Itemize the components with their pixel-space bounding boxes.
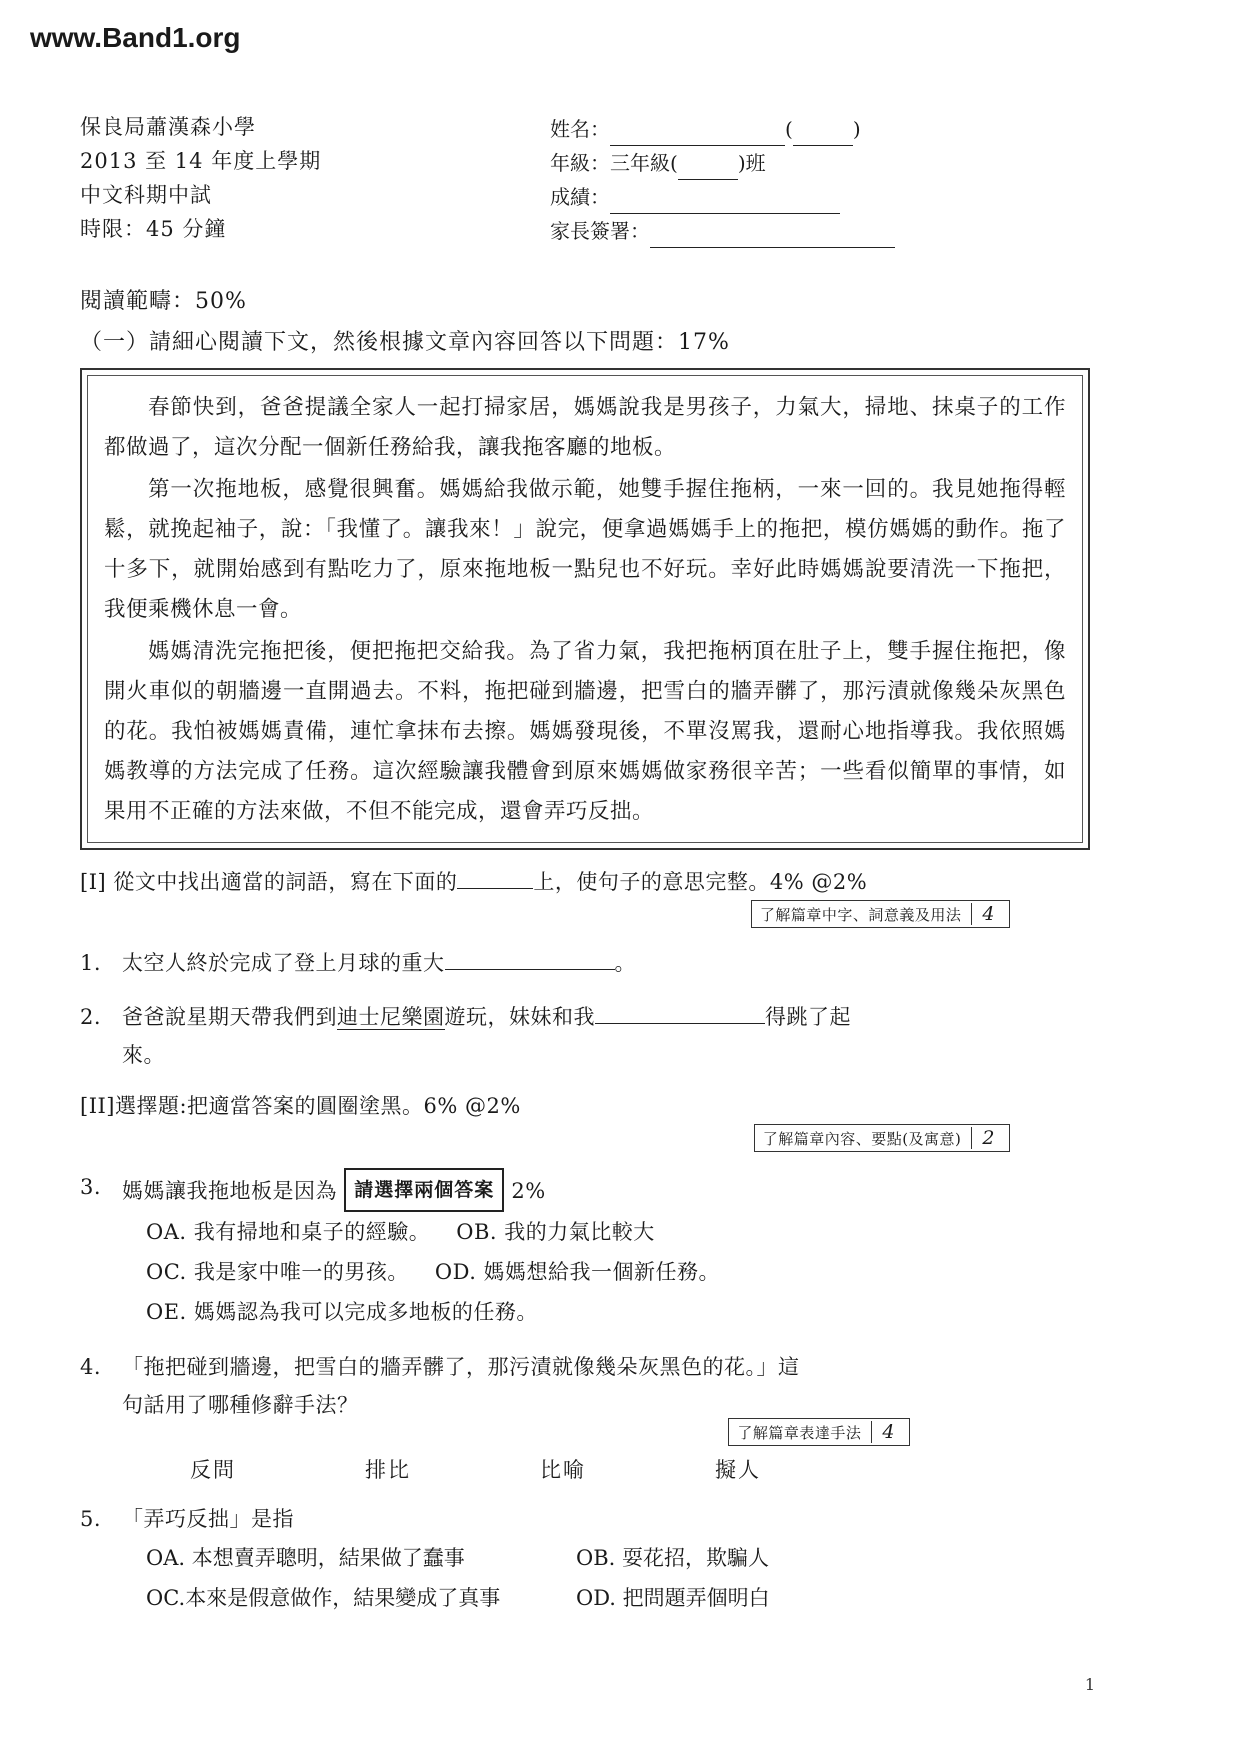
passage-paragraph-3: 媽媽清洗完拖把後，便把拖把交給我。為了省力氣，我把拖柄頂在肚子上，雙手握住拖把，像開火車似的朝牆邊一直開過去。不料，拖把碰到牆邊，把雪白的牆弄髒了，那污漬就像幾朵灰黑色的花。我怕被媽媽責備，連忙拿抹布去擦。媽媽發現後，不單沒罵我，還耐心地指導我。我依照媽媽教導的方法完成了任務。這次經驗讓我體會到原來媽媽做家務很辛苦；一些看似簡單的事情，如果用不正確的方法來做，不但不能完成，還會弄巧反拙。	[104, 639, 1066, 824]
question-1-number: 1.	[80, 951, 102, 975]
name-paren-right: )	[852, 117, 861, 141]
part-one-rubric-text: 了解篇章中字、詞意義及用法	[759, 905, 962, 924]
parent-sign-line[interactable]	[650, 227, 895, 248]
subject-title: 中文科期中試	[80, 183, 212, 207]
question-2-text-c: 得跳了起	[765, 1005, 851, 1029]
question-5-option-row-2	[146, 1578, 1160, 1618]
question-4-line-2: 句話用了哪種修辭手法？	[122, 1393, 359, 1417]
question-5-options	[80, 1538, 1160, 1618]
question-1-period: 。	[614, 951, 636, 975]
question-3-select-two-hint: 請選擇兩個答案	[344, 1168, 504, 1212]
question-3-option-c[interactable]: OC. 我是家中唯一的男孩。	[146, 1260, 409, 1284]
grade-field-row	[550, 146, 1070, 180]
part-one-heading	[80, 866, 1160, 896]
question-4-choice-4[interactable]: 擬人	[715, 1458, 761, 1482]
exam-header-right	[550, 110, 1070, 248]
question-5-option-d[interactable]: OD. 把問題弄個明白	[576, 1586, 770, 1610]
parent-sign-label: 家長簽署：	[550, 219, 650, 243]
part-two-rubric-stamp-wrap	[80, 1124, 1010, 1152]
exam-header	[80, 110, 1160, 248]
page-number: 1	[1084, 1675, 1095, 1694]
question-5-option-row-1	[146, 1538, 1160, 1578]
question-3-body	[122, 1168, 1160, 1212]
question-3-marks: 2%	[511, 1179, 546, 1203]
part-two-heading: [II]選擇題:把適當答案的圓圈塗黑。6% @2%	[80, 1094, 521, 1118]
question-3-option-row-1	[146, 1212, 1160, 1252]
question-3-option-e[interactable]: OE. 媽媽認為我可以完成多地板的任務。	[146, 1300, 538, 1324]
part-one-heading-b: 上，使句子的意思完整。4% @2%	[533, 870, 868, 894]
document-content	[80, 110, 1160, 1618]
exam-header-left	[80, 110, 550, 246]
question-1	[80, 944, 1160, 982]
name-paren-left: (	[785, 117, 793, 141]
question-4-choice-2[interactable]: 排比	[365, 1458, 411, 1482]
question-3-option-b[interactable]: OB. 我的力氣比較大	[456, 1220, 655, 1244]
question-2-body	[122, 998, 1160, 1074]
question-2-text-b: 遊玩，妹妹和我	[444, 1005, 595, 1029]
question-1-text: 太空人終於完成了登上月球的重大	[122, 951, 445, 975]
question-4-number: 4.	[80, 1355, 102, 1379]
score-input-line[interactable]	[610, 193, 840, 214]
name-label: 姓名：	[550, 117, 610, 141]
name-field-row	[550, 112, 1070, 146]
question-4-choice-3[interactable]: 比喻	[540, 1458, 586, 1482]
part-one-heading-a: [I] 從文中找出適當的詞語，寫在下面的	[80, 870, 458, 894]
time-limit: 時限：45 分鐘	[80, 217, 227, 241]
question-one-instruction: （一）請細心閱讀下文，然後根據文章內容回答以下問題：17%	[80, 330, 730, 355]
grade-label: 年級：三年級(	[550, 151, 678, 175]
parent-sign-row	[550, 214, 1070, 248]
question-3-number: 3.	[80, 1175, 102, 1199]
reading-scope-title: 閱讀範疇：50%	[80, 289, 247, 314]
question-4-rubric-stamp	[728, 1418, 910, 1446]
score-label: 成績：	[550, 185, 610, 209]
question-5-stem: 「弄巧反拙」是指	[122, 1507, 294, 1531]
question-4-choices	[80, 1454, 1160, 1484]
part-two-rubric-stamp	[754, 1124, 1010, 1152]
question-3	[80, 1168, 1160, 1212]
site-watermark: www.Band1.org	[30, 22, 241, 53]
question-4	[80, 1348, 1160, 1424]
part-one-rubric-stamp-wrap	[80, 900, 1010, 928]
class-number-line[interactable]	[793, 125, 853, 146]
question-4-rubric-text: 了解篇章表達手法	[737, 1423, 862, 1442]
question-5-option-b[interactable]: OB. 耍花招，欺騙人	[576, 1546, 769, 1570]
question-1-answer-blank[interactable]	[445, 951, 615, 970]
part-one-blank-line	[457, 871, 533, 889]
question-2-answer-blank[interactable]	[595, 1005, 765, 1024]
school-name: 保良局蕭漢森小學	[80, 115, 256, 139]
question-3-option-row-3	[146, 1292, 1160, 1332]
school-year: 2013 至 14 年度上學期	[80, 149, 322, 173]
part-two-rubric-score: 2	[971, 1127, 1005, 1149]
question-3-option-row-2	[146, 1252, 1160, 1292]
reading-passage-box	[80, 368, 1090, 850]
question-5-number: 5.	[80, 1507, 102, 1531]
question-5	[80, 1500, 1160, 1538]
question-5-option-c[interactable]: OC.本來是假意做作，結果變成了真事	[146, 1586, 501, 1610]
passage-paragraph-1: 春節快到，爸爸提議全家人一起打掃家居，媽媽說我是男孩子，力氣大，掃地、抹桌子的工作都做過了，這次分配一個新任務給我，讓我拖客廳的地板。	[104, 395, 1066, 460]
question-3-stem: 媽媽讓我拖地板是因為	[122, 1179, 337, 1203]
part-one-rubric-stamp	[751, 900, 1010, 928]
score-field-row	[550, 180, 1070, 214]
question-3-option-a[interactable]: OA. 我有掃地和桌子的經驗。	[146, 1220, 431, 1244]
part-one-rubric-score: 4	[971, 903, 1005, 925]
question-1-body	[122, 944, 1160, 982]
grade-input-line[interactable]	[678, 159, 738, 180]
passage-paragraph-2: 第一次拖地板，感覺很興奮。媽媽給我做示範，她雙手握住拖柄，一來一回的。我見她拖得輕鬆，就挽起袖子，說：「我懂了。讓我來！」說完，便拿過媽媽手上的拖把，模仿媽媽的動作。拖了十多下，就開始感到有點吃力了，原來拖地板一點兒也不好玩。幸好此時媽媽說要清洗一下拖把，我便乘機休息一會。	[104, 477, 1066, 622]
question-2-number: 2.	[80, 1005, 102, 1029]
question-2-underlined-term: 迪士尼樂園	[337, 1005, 445, 1029]
question-4-rubric-score: 4	[871, 1421, 905, 1443]
part-two-rubric-text: 了解篇章內容、要點(及寓意)	[762, 1129, 962, 1148]
question-2-text-d: 來。	[122, 1043, 165, 1067]
question-3-option-d[interactable]: OD. 媽媽想給我一個新任務。	[434, 1260, 721, 1284]
name-input-line[interactable]	[610, 125, 785, 146]
question-4-body	[122, 1348, 1160, 1424]
question-3-options	[80, 1212, 1160, 1332]
question-2	[80, 998, 1160, 1074]
question-2-text-a: 爸爸說星期天帶我們到	[122, 1005, 337, 1029]
grade-suffix: )班	[737, 151, 766, 175]
question-4-choice-1[interactable]: 反問	[190, 1458, 236, 1482]
question-4-line-1: 「拖把碰到牆邊，把雪白的牆弄髒了，那污漬就像幾朵灰黑色的花。」這	[122, 1355, 800, 1379]
question-5-option-a[interactable]: OA. 本想賣弄聰明，結果做了蠢事	[146, 1546, 465, 1570]
